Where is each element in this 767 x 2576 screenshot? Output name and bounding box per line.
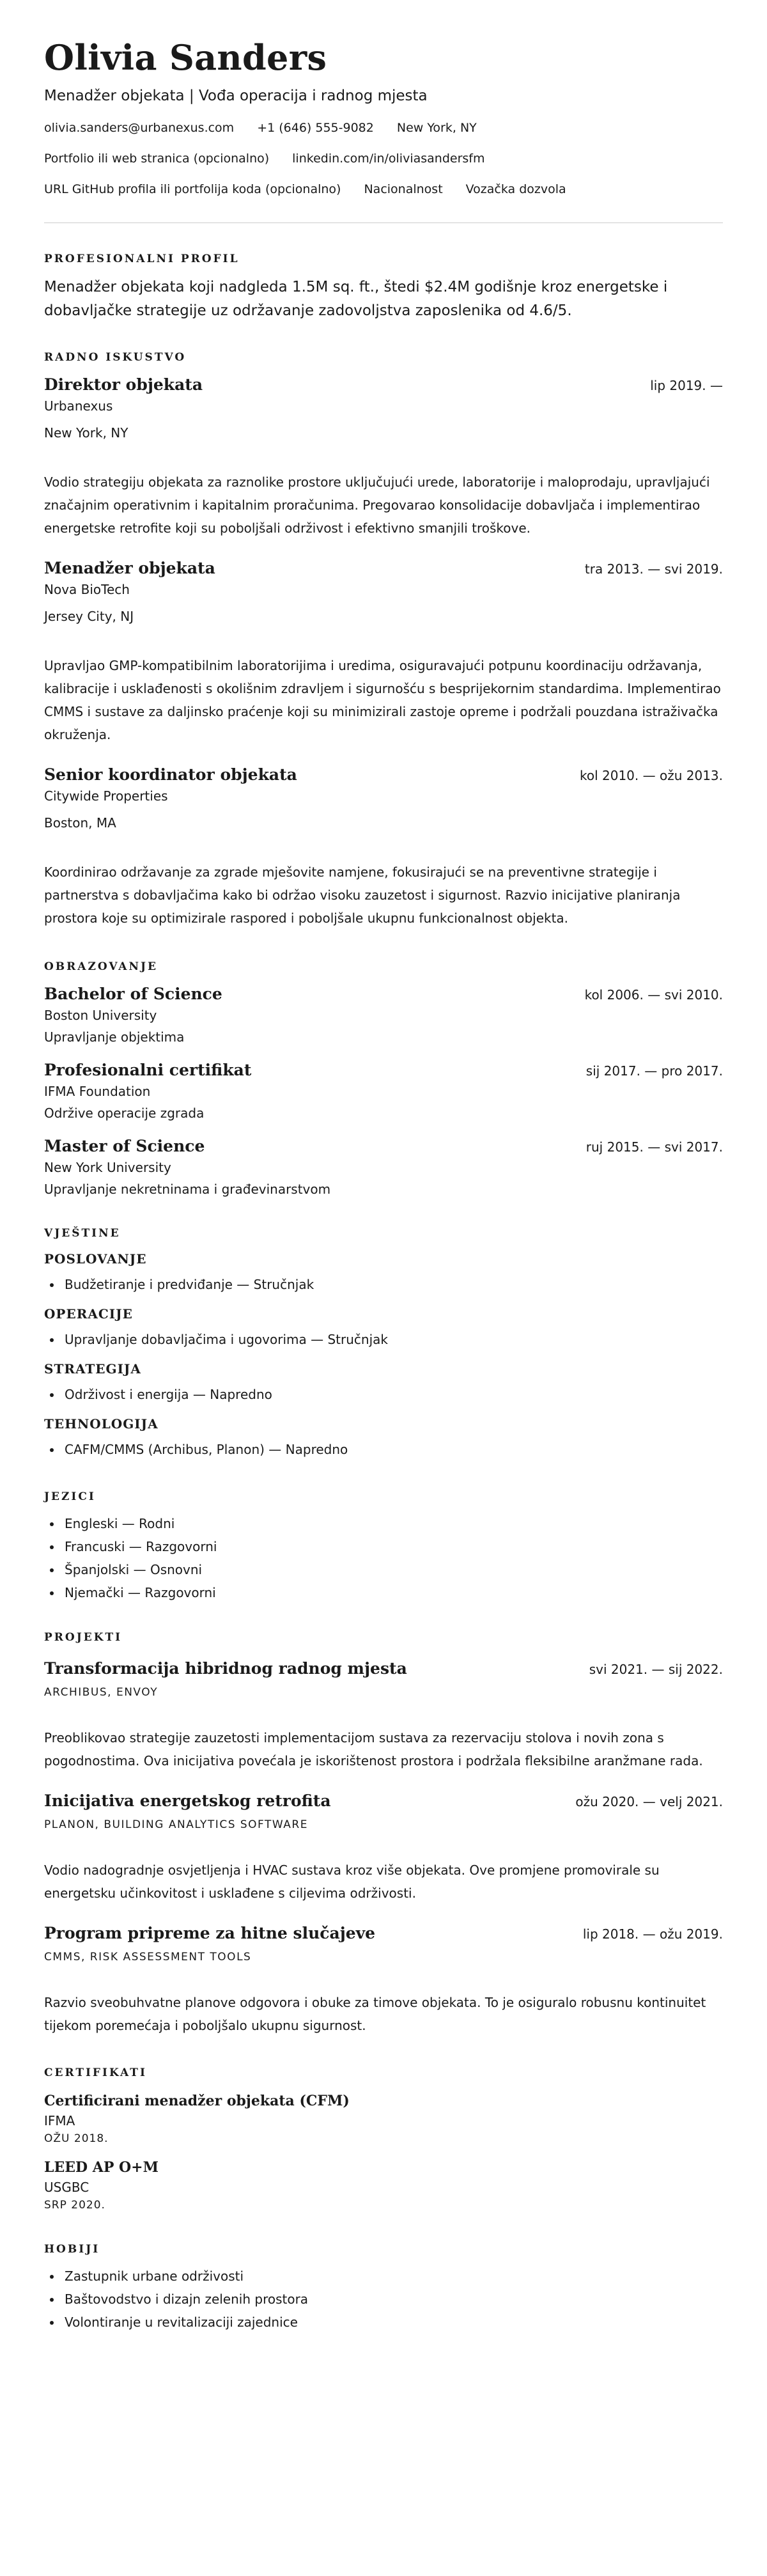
education-item xyxy=(44,1059,723,1123)
education-date: kol 2006. — svi 2010. xyxy=(584,987,723,1003)
job-title: Direktor objekata xyxy=(44,375,203,394)
portfolio-link[interactable]: Portfolio ili web stranica (opcionalno) xyxy=(44,152,270,166)
school-name: New York University xyxy=(44,1160,171,1175)
project-date: svi 2021. — sij 2022. xyxy=(589,1662,723,1677)
certificate-date: OŽU 2018. xyxy=(44,2132,109,2145)
project-description: Razvio sveobuhvatne planove odgovora i obuke za timove objekata. To je osiguralo robusnu kontinuitet tijekom poremećaja i poboljšalo ukupnu sigurnost. xyxy=(44,1995,706,2033)
phone-text: +1 (646) 555-9082 xyxy=(257,121,374,135)
experience-item xyxy=(44,374,723,540)
language-item: • Njemački — Razgovorni xyxy=(62,1581,723,1604)
job-date: tra 2013. — svi 2019. xyxy=(584,561,723,577)
hobby-item: • Zastupnik urbane održivosti xyxy=(62,2265,723,2288)
candidate-subtitle: Menadžer objekata | Vođa operacija i radnog mjesta xyxy=(44,88,428,104)
experience-item xyxy=(44,558,723,746)
job-company: Urbanexus xyxy=(44,398,113,414)
skills-heading: VJEŠTINE xyxy=(44,1227,121,1240)
language-item: • Španjolski — Osnovni xyxy=(62,1558,723,1581)
education-date: ruj 2015. — svi 2017. xyxy=(585,1139,723,1155)
certificate-date: SRP 2020. xyxy=(44,2199,105,2212)
skill-item: • Održivost i energija — Napredno xyxy=(62,1383,723,1406)
languages-heading: JEZICI xyxy=(44,1490,96,1503)
hobby-item: • Baštovodstvo i dizajn zelenih prostora xyxy=(62,2288,723,2311)
certificate-issuer: IFMA xyxy=(44,2113,75,2128)
project-description: Preoblikovao strategije zauzetosti implementacijom sustava za rezervaciju stolova i novih zona s pogodnostima. Ova inicijativa povećala je iskorištenost prostora i podržala fleksibilne aranžmane rada. xyxy=(44,1730,703,1768)
skill-category: STRATEGIJA xyxy=(44,1361,141,1377)
project-description: Vodio nadogradnje osvjetljenja i HVAC sustava kroz više objekata. Ove promjene promovirale su energetsku učinkovitost i usklađene s ciljevima održivosti. xyxy=(44,1862,660,1901)
job-date: kol 2010. — ožu 2013. xyxy=(579,768,723,783)
experience-heading: RADNO ISKUSTVO xyxy=(44,351,187,364)
skill-list xyxy=(44,1328,723,1351)
project-title: Program pripreme za hitne slučajeve xyxy=(44,1924,376,1942)
skill-category: OPERACIJE xyxy=(44,1306,133,1322)
field-of-study: Upravljanje objektima xyxy=(44,1029,185,1045)
school-name: Boston University xyxy=(44,1008,157,1023)
project-date: lip 2018. — ožu 2019. xyxy=(582,1926,723,1942)
skill-category: POSLOVANJE xyxy=(44,1251,147,1267)
education-item xyxy=(44,983,723,1047)
skill-list xyxy=(44,1438,723,1461)
certificate-name: Certificirani menadžer objekata (CFM) xyxy=(44,2093,350,2109)
project-technologies: CMMS, RISK ASSESSMENT TOOLS xyxy=(44,1951,252,1963)
skill-category: TEHNOLOGIJA xyxy=(44,1416,159,1432)
certificate-item xyxy=(44,2091,723,2147)
project-date: ožu 2020. — velj 2021. xyxy=(575,1794,723,1809)
job-description: Upravljao GMP-kompatibilnim laboratorijima i uredima, osiguravajući potpunu koordinaciju održavanja, kalibracije i usklađenosti s okolišnim zdravljem i sigurnošću s besprijekornim standardima. Implementirao CMMS i sustave za daljinsko praćenje koji su minimizirali zastoje opreme i podržali pouzdana istraživačka okruženja. xyxy=(44,658,721,742)
certificate-issuer: USGBC xyxy=(44,2180,89,2195)
certificate-item xyxy=(44,2157,723,2213)
profile-text: Menadžer objekata koji nadgleda 1.5M sq. ft., štedi $2.4M godišnje kroz energetske i dobavljačke strategije uz održavanje zadovoljstva zaposlenika od 4.6/5. xyxy=(44,279,668,319)
email-link[interactable]: olivia.sanders@urbanexus.com xyxy=(44,121,235,135)
job-date: lip 2019. — xyxy=(650,378,723,393)
language-list xyxy=(44,1512,723,1604)
certificates-heading: CERTIFIKATI xyxy=(44,2066,147,2079)
profile-heading: PROFESIONALNI PROFIL xyxy=(44,253,240,265)
hobbies-heading: HOBIJI xyxy=(44,2243,100,2256)
job-company: Citywide Properties xyxy=(44,788,168,804)
contact-row-extra xyxy=(44,180,723,198)
education-heading: OBRAZOVANJE xyxy=(44,960,159,973)
candidate-name: Olivia Sanders xyxy=(44,37,327,78)
project-technologies: ARCHIBUS, ENVOY xyxy=(44,1686,159,1699)
linkedin-link[interactable]: linkedin.com/in/oliviasandersfm xyxy=(292,152,485,166)
job-description: Koordinirao održavanje za zgrade mješovite namjene, fokusirajući se na preventivne strategije i partnerstva s dobavljačima kako bi održao visoku zauzetost i sigurnost. Razvio inicijative planiranja prostora koje su optimizirale raspored i poboljšale ukupnu funkcionalnost objekta. xyxy=(44,864,681,926)
project-title: Inicijativa energetskog retrofita xyxy=(44,1791,331,1810)
projects-heading: PROJEKTI xyxy=(44,1631,123,1644)
project-item xyxy=(44,1658,723,1772)
location-text: New York, NY xyxy=(396,121,477,135)
job-title: Menadžer objekata xyxy=(44,559,215,577)
degree-title: Master of Science xyxy=(44,1137,205,1155)
license-text: Vozačka dozvola xyxy=(465,182,566,196)
education-item xyxy=(44,1136,723,1199)
job-location: Jersey City, NJ xyxy=(44,609,134,624)
project-item xyxy=(44,1923,723,2037)
degree-title: Bachelor of Science xyxy=(44,985,222,1003)
job-company: Nova BioTech xyxy=(44,582,130,597)
job-title: Senior koordinator objekata xyxy=(44,765,297,784)
education-date: sij 2017. — pro 2017. xyxy=(585,1063,723,1079)
skill-item: • Budžetiranje i predviđanje — Stručnjak xyxy=(62,1273,723,1296)
field-of-study: Održive operacije zgrada xyxy=(44,1105,205,1121)
project-title: Transformacija hibridnog radnog mjesta xyxy=(44,1659,407,1678)
contact-row-links xyxy=(44,150,723,168)
school-name: IFMA Foundation xyxy=(44,1084,151,1099)
header-divider xyxy=(44,222,723,223)
language-item: • Engleski — Rodni xyxy=(62,1512,723,1535)
hobby-item: • Volontiranje u revitalizaciji zajednice xyxy=(62,2311,723,2334)
field-of-study: Upravljanje nekretninama i građevinarstvom xyxy=(44,1182,331,1197)
job-location: Boston, MA xyxy=(44,815,116,831)
skill-list xyxy=(44,1383,723,1406)
contact-row-primary xyxy=(44,119,723,137)
github-link[interactable]: URL GitHub profila ili portfolija koda (opcionalno) xyxy=(44,182,341,196)
skill-list xyxy=(44,1273,723,1296)
skill-item: • Upravljanje dobavljačima i ugovorima — Stručnjak xyxy=(62,1328,723,1351)
project-technologies: PLANON, BUILDING ANALYTICS SOFTWARE xyxy=(44,1818,308,1831)
experience-item xyxy=(44,764,723,930)
degree-title: Profesionalni certifikat xyxy=(44,1061,252,1079)
skill-item: • CAFM/CMMS (Archibus, Planon) — Napredno xyxy=(62,1438,723,1461)
language-item: • Francuski — Razgovorni xyxy=(62,1535,723,1558)
job-location: New York, NY xyxy=(44,425,128,441)
hobby-list xyxy=(44,2265,723,2334)
job-description: Vodio strategiju objekata za raznolike prostore uključujući urede, laboratorije i maloprodaju, upravljajući značajnim operativnim i kapitalnim proračunima. Pregovarao konsolidacije dobavljača i implementirao energetske retrofite koji su poboljšali održivost i efektivno smanjili troškove. xyxy=(44,474,710,536)
project-item xyxy=(44,1790,723,1905)
certificate-name: LEED AP O+M xyxy=(44,2159,159,2176)
nationality-text: Nacionalnost xyxy=(364,182,443,196)
